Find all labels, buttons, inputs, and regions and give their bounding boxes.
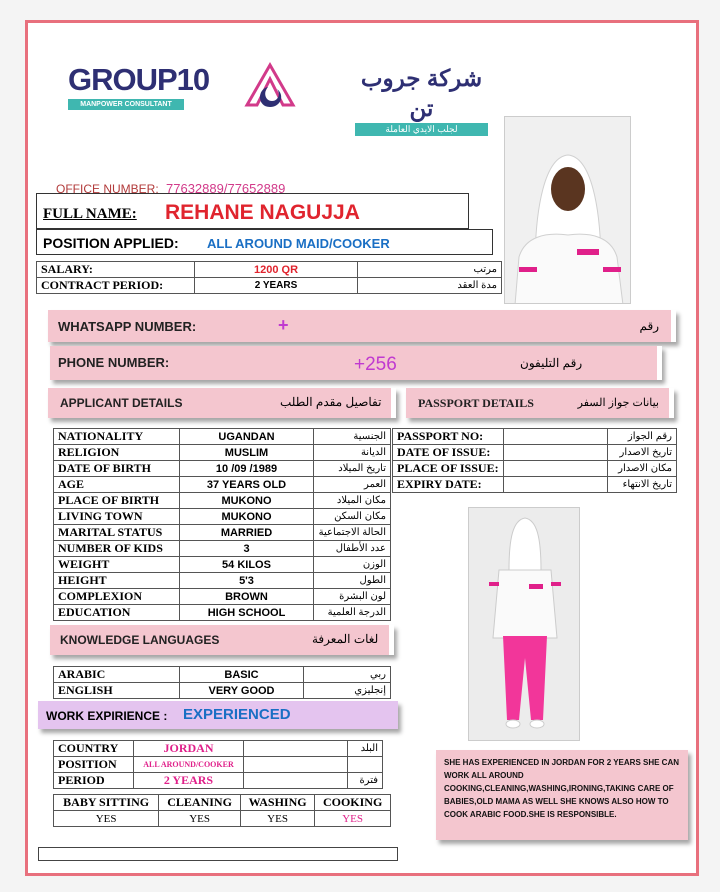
detail-value: 37 YEARS OLD <box>180 477 314 493</box>
experience-position-row <box>54 757 383 773</box>
detail-value: 3 <box>180 541 314 557</box>
experience-country-arabic-label: البلد <box>348 741 383 757</box>
skill-header: CLEANING <box>159 795 241 811</box>
bottom-blank-box <box>38 847 398 861</box>
candidate-portrait-photo <box>504 116 631 304</box>
passport-table <box>392 428 677 493</box>
group10-logo-subtitle: MANPOWER CONSULTANT <box>68 99 184 110</box>
language-label: ENGLISH <box>54 683 180 699</box>
experience-country-value: JORDAN <box>134 741 244 757</box>
contract-period-value: 2 YEARS <box>195 278 358 294</box>
whatsapp-label: WHATSAPP NUMBER: <box>58 319 197 334</box>
detail-row <box>54 445 391 461</box>
detail-value: MUSLIM <box>180 445 314 461</box>
salary-value: 1200 QR <box>195 262 358 278</box>
experience-country-blank <box>244 741 348 757</box>
experience-country-row <box>54 741 383 757</box>
passport-label: DATE OF ISSUE: <box>393 445 504 461</box>
detail-row <box>54 525 391 541</box>
passport-arabic-label: تاريخ الاصدار <box>607 445 676 461</box>
experience-period-blank <box>244 773 348 789</box>
experience-country-label: COUNTRY <box>54 741 134 757</box>
skill-header: BABY SITTING <box>54 795 159 811</box>
salary-row <box>37 262 502 278</box>
passport-details-label: PASSPORT DETAILS <box>418 396 534 410</box>
detail-label: COMPLEXION <box>54 589 180 605</box>
language-arabic-label: ربي <box>304 667 391 683</box>
position-applied-box <box>36 229 493 255</box>
detail-arabic-label: الجنسية <box>314 429 391 445</box>
detail-arabic-label: عدد الأطفال <box>314 541 391 557</box>
experience-position-value: ALL AROUND/COOKER <box>134 757 244 773</box>
detail-value: BROWN <box>180 589 314 605</box>
passport-label: PASSPORT NO: <box>393 429 504 445</box>
skill-value: YES <box>54 811 159 827</box>
detail-row <box>54 573 391 589</box>
passport-value <box>503 461 607 477</box>
remarks-box <box>436 750 688 840</box>
passport-label: PLACE OF ISSUE: <box>393 461 504 477</box>
detail-arabic-label: لون البشرة <box>314 589 391 605</box>
full-name-box <box>36 193 469 229</box>
salary-arabic-label: مرتب <box>358 262 502 278</box>
experience-period-label: PERIOD <box>54 773 134 789</box>
detail-arabic-label: العمر <box>314 477 391 493</box>
office-number-value: 77632889/77652889 <box>166 181 286 196</box>
detail-arabic-label: الوزن <box>314 557 391 573</box>
passport-arabic-label: مكان الاصدار <box>607 461 676 477</box>
passport-value <box>503 429 607 445</box>
passport-details-arabic-label: بيانات جواز السفر <box>577 397 659 409</box>
detail-row <box>54 477 391 493</box>
experience-period-value: 2 YEARS <box>134 773 244 789</box>
passport-row <box>393 429 677 445</box>
detail-label: PLACE OF BIRTH <box>54 493 180 509</box>
detail-value: UGANDAN <box>180 429 314 445</box>
applicant-details-arabic-label: تفاصيل مقدم الطلب <box>280 395 382 409</box>
full-name-value: REHANE NAGUJJA <box>165 201 360 224</box>
detail-value: MARRIED <box>180 525 314 541</box>
experience-position-blank <box>244 757 348 773</box>
phone-value: +256 <box>354 354 397 375</box>
skill-header: WASHING <box>240 795 314 811</box>
whatsapp-arabic-label: رقم <box>639 319 659 333</box>
applicant-details-table <box>53 428 391 621</box>
work-experience-label: WORK EXPIRIENCE : <box>46 709 168 723</box>
detail-label: NUMBER OF KIDS <box>54 541 180 557</box>
group10-logo <box>68 62 210 110</box>
skill-value: YES <box>159 811 241 827</box>
knowledge-languages-bar <box>50 625 394 655</box>
phone-bar <box>50 346 662 380</box>
languages-table <box>53 666 391 699</box>
language-arabic-label: إنجليزي <box>304 683 391 699</box>
detail-arabic-label: مكان السكن <box>314 509 391 525</box>
detail-label: HEIGHT <box>54 573 180 589</box>
language-row <box>54 667 391 683</box>
phone-arabic-label: رقم التليفون <box>520 356 583 370</box>
skills-values-row <box>54 811 391 827</box>
detail-label: WEIGHT <box>54 557 180 573</box>
detail-arabic-label: الحالة الاجتماعية <box>314 525 391 541</box>
passport-row <box>393 461 677 477</box>
whatsapp-bar <box>48 310 676 342</box>
detail-arabic-label: تاريخ الميلاد <box>314 461 391 477</box>
detail-label: LIVING TOWN <box>54 509 180 525</box>
arabic-company-logo <box>355 63 488 136</box>
detail-row <box>54 541 391 557</box>
detail-row <box>54 429 391 445</box>
skills-header-row <box>54 795 391 811</box>
contract-row <box>37 278 502 294</box>
detail-value: HIGH SCHOOL <box>180 605 314 621</box>
applicant-details-label: APPLICANT DETAILS <box>60 396 183 410</box>
language-row <box>54 683 391 699</box>
language-value: BASIC <box>180 667 304 683</box>
experience-period-arabic-label: فترة <box>348 773 383 789</box>
detail-label: EDUCATION <box>54 605 180 621</box>
contract-period-label: CONTRACT PERIOD: <box>37 278 195 294</box>
experience-period-row <box>54 773 383 789</box>
detail-arabic-label: الدرجة العلمية <box>314 605 391 621</box>
full-name-label: FULL NAME: <box>43 206 137 222</box>
skills-table <box>53 794 391 827</box>
passport-row <box>393 477 677 493</box>
detail-label: DATE OF BIRTH <box>54 461 180 477</box>
knowledge-languages-arabic-label: لغات المعرفة <box>312 632 379 646</box>
phone-label: PHONE NUMBER: <box>58 355 170 370</box>
detail-row <box>54 557 391 573</box>
detail-value: MUKONO <box>180 509 314 525</box>
passport-row <box>393 445 677 461</box>
detail-arabic-label: مكان الميلاد <box>314 493 391 509</box>
knowledge-languages-label: KNOWLEDGE LANGUAGES <box>60 633 220 647</box>
remarks-text: SHE HAS EXPERIENCED IN JORDAN FOR 2 YEARS SHE CAN WORK ALL AROUND COOKING,CLEANING,WASHING,IRONING,TAKING CARE OF BABIES,OLD MAMA AS WELL SHE KNOWS ALSO HOW TO COOK ARABIC FOOD.SHE IS RESPONSIBLE. <box>444 758 680 819</box>
office-number-label: OFFICE NUMBER: <box>56 182 159 196</box>
detail-row <box>54 461 391 477</box>
position-applied-label: POSITION APPLIED: <box>43 235 179 251</box>
experience-position-blank-2 <box>348 757 383 773</box>
experience-position-label: POSITION <box>54 757 134 773</box>
salary-label: SALARY: <box>37 262 195 278</box>
detail-row <box>54 589 391 605</box>
experience-table <box>53 740 383 789</box>
language-label: ARABIC <box>54 667 180 683</box>
cv-page <box>25 20 699 876</box>
arabic-company-name: شركة جروب تن <box>360 65 483 121</box>
detail-row <box>54 493 391 509</box>
whatsapp-value: + <box>278 315 289 335</box>
detail-value: MUKONO <box>180 493 314 509</box>
language-value: VERY GOOD <box>180 683 304 699</box>
detail-label: MARITAL STATUS <box>54 525 180 541</box>
candidate-full-body-photo <box>468 507 580 741</box>
detail-arabic-label: الديانة <box>314 445 391 461</box>
position-applied-value: ALL AROUND MAID/COOKER <box>207 236 390 251</box>
detail-label: NATIONALITY <box>54 429 180 445</box>
salary-table <box>36 261 502 294</box>
passport-details-bar <box>406 388 674 418</box>
skill-value: YES <box>315 811 391 827</box>
emblem-logo-icon <box>243 61 297 115</box>
group10-logo-text: GROUP10 <box>68 62 210 97</box>
skill-header: COOKING <box>315 795 391 811</box>
passport-arabic-label: رقم الجواز <box>607 429 676 445</box>
detail-label: AGE <box>54 477 180 493</box>
passport-label: EXPIRY DATE: <box>393 477 504 493</box>
passport-value <box>503 477 607 493</box>
detail-value: 10 /09 /1989 <box>180 461 314 477</box>
arabic-company-subtitle: لجلب الايدي العاملة <box>355 123 488 136</box>
detail-row <box>54 509 391 525</box>
detail-value: 5'3 <box>180 573 314 589</box>
skill-value: YES <box>240 811 314 827</box>
detail-arabic-label: الطول <box>314 573 391 589</box>
detail-label: RELIGION <box>54 445 180 461</box>
applicant-details-bar <box>48 388 396 418</box>
passport-arabic-label: تاريخ الانتهاء <box>607 477 676 493</box>
detail-value: 54 KILOS <box>180 557 314 573</box>
work-experience-bar <box>38 701 398 729</box>
contract-period-arabic-label: مدة العقد <box>358 278 502 294</box>
work-experience-value: EXPERIENCED <box>183 706 291 723</box>
passport-value <box>503 445 607 461</box>
detail-row <box>54 605 391 621</box>
